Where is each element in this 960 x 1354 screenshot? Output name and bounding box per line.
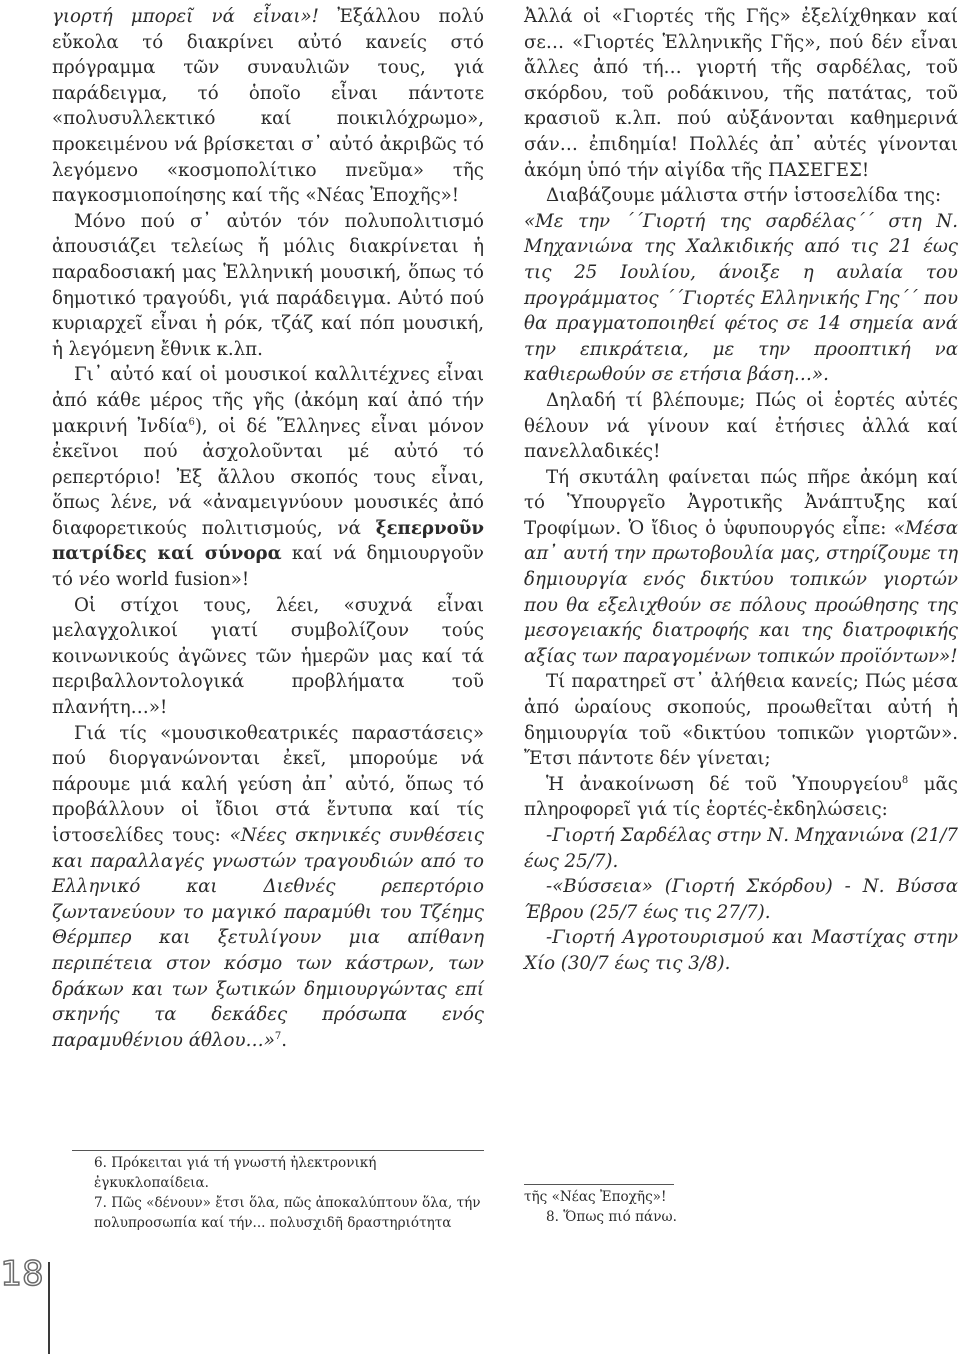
paragraph: [52, 362, 484, 592]
list-item-text: -Γιορτή Αγροτουρισμού και Μαστίχας στην Χίο (30/7 έως τις 3/8).: [524, 927, 958, 974]
paragraph: [52, 4, 484, 209]
list-item-text: -«Βύσσεια» (Γιορτή Σκόρδου) - Ν. Βύσσα Έβρου (25/7 έως τις 27/7).: [524, 876, 958, 923]
text-run: μᾶς πληροφορεῖ γιά τίς ἑορτές-ἐκδηλώσεις:: [524, 773, 958, 821]
footnote-6: 6. Πρόκειται γιά τή γνωστή ἠλεκτρονική ἐγκυκλοπαίδεια.: [94, 1155, 377, 1191]
text-run: Ἡ ἀνακοίνωση δέ τοῦ Ὑπουργείου: [546, 773, 902, 795]
italic-quote: «Νέες σκηνικές συνθέσεις και παραλλαγές γνωστών τραγουδιών από το Ελληνικό και Διεθνές ρεπερτόριο ζωντανεύουν το μαγικό παραμύθι του Τζέημς Θέρμπερ και ξετυλίγουν μια απίθανη περιπέτεια στον κόσμο των κάστρων, των δράκων και των ξωτικών δημιουργώντας επί σκηνής τα δεκάδες πρόσωπα ενός παραμυθένιου άθλου…»: [52, 825, 484, 1051]
bold-run: ξεπερνοῦν πατρίδες καί σύνορα: [52, 517, 484, 565]
paragraph: [524, 465, 958, 670]
footnote-ref-7[interactable]: 7: [274, 1030, 282, 1042]
footnote-8: 8. Ὅπως πιό πάνω.: [546, 1209, 677, 1225]
paragraph: Δηλαδή τί βλέπουμε; Πώς οἱ ἑορτές αὐτές θέλουν νά γίνουν καί ἐτήσιες ἀλλά καί πανελλαδικές!: [524, 389, 958, 463]
list-item-text: -Γιορτή Σαρδέλας στην Ν. Μηχανιώνα (21/7 έως 25/7).: [524, 825, 958, 872]
paragraph: [524, 772, 958, 823]
text-run: Γι᾽ αὐτό καί οἱ μουσικοί καλλιτέχνες εἶναι ἀπό κάθε μέρος τῆς γῆς (ἀκόμη καί ἀπό τήν μακρινή Ἰνδία: [52, 364, 484, 437]
left-column-text: [52, 4, 484, 1053]
list-item: [524, 823, 958, 874]
italic-quote: «Με την ΄΄Γιορτή της σαρδέλας΄΄ στη Ν. Μηχανιώνα της Χαλκιδικής από τις 21 έως τις 25 Ιουλίου, άνοιξε η αυλαία του προγράμματος ΄΄Γιορτές Ελληνικής Γης΄΄ που θα πραγματοποιηθεί φέτος σε 14 σημεία ανά την επικράτεια, με την προοπτική να καθιερωθούν σε ετήσια βάση…».: [524, 210, 958, 386]
page-number: 18: [0, 1254, 44, 1294]
paragraph: Τί παρατηρεῖ στ᾽ ἀλήθεια κανείς; Πώς μέσα ἀπό ὡραίους σκοπούς, προωθεῖται αὐτή ἡ δημιουργία τοῦ «δικτύου τοπικῶν γιορτῶν». Ἔτσι πάντοτε δέν γίνεται;: [524, 671, 958, 770]
paragraph: Διαβάζουμε μάλιστα στήν ἱστοσελίδα της:: [546, 185, 942, 207]
italic-quote: «Μέσα απ᾽ αυτή την πρωτοβουλία μας, στηρίζουμε τη δημιουργία ενός δικτύου τοπικών γιορτών που θα εξελιχθούν σε πόλους προώθησης της μεσογειακής διατροφής και της διατροφικής αξίας των παραγομένων τοπικών προϊόντων»!: [524, 517, 958, 667]
italic-run: γιορτή μπορεῖ νά εἶναι»!: [52, 6, 319, 27]
left-footnotes: [72, 1150, 484, 1233]
footnote-ref-8[interactable]: 8: [901, 774, 909, 786]
paragraph: [524, 209, 958, 388]
paragraph: [52, 721, 484, 1054]
list-item: [524, 874, 958, 925]
paragraph: Μόνο πού σ᾽ αὐτόν τόν πολυπολιτισμό ἀπουσιάζει τελείως ἤ μόλις διακρίνεται ἡ παραδοσιακή μας Ἑλληνική μουσική, ὅπως τό δημοτικό τραγούδι, γιά παράδειγμα. Αὐτό πού κυριαρχεῖ εἶναι ἡ ρόκ, τζάζ καί πόπ μουσική, ἡ λεγόμενη ἔθνικ κ.λπ.: [52, 210, 484, 360]
footnote-7-continued: τῆς «Νέας Ἐποχῆς»!: [524, 1189, 667, 1205]
text-run: Τή σκυτάλη φαίνεται πώς πῆρε ἀκόμη καί τό Ὑπουργεῖο Ἀγροτικῆς Ἀνάπτυξης καί Τροφίμων. Ὁ ἴδιος ὁ ὑφυπουργός εἶπε:: [524, 466, 958, 539]
paragraph: Οἱ στίχοι τους, λέει, «συχνά εἶναι μελαγχολικοί γιατί συμβολίζουν τούς κοινωνικούς ἀγῶνες τῶν ἡμερῶν μας καί τά περιβαλλοντολογικά προβλήματα τοῦ πλανήτη…»!: [52, 594, 484, 719]
page-number-rule: [48, 1262, 50, 1354]
paragraph: Ἀλλά οἱ «Γιορτές τῆς Γῆς» ἐξελίχθηκαν καί σε… «Γιορτές Ἑλληνικῆς Γῆς», πού δέν εἶναι ἄλλες ἀπό τή… γιορτή τῆς σαρδέλας, τοῦ σκόρδου, τοῦ ροδάκινου, τῆς πατάτας, τοῦ κρασιοῦ κ.λπ. πού αὐξάνονται καθημερινά σάν… ἐπιδημία! Πολλές ἀπ᾽ αὐτές γίνονται ἀκόμη ὑπό τήν αἰγίδα τῆς ΠΑΣΕΓΕΣ!: [524, 6, 958, 181]
footnote-ref-6[interactable]: 6: [188, 416, 195, 428]
text-run: Γιά τίς «μουσικοθεατρικές παραστάσεις» πού διοργανώνονται ἐκεῖ, μπορούμε νά πάρουμε μιά καλή γεύση ἀπ᾽ αὐτό, ὅπως τό προβάλλουν οἱ ἴδιοι στά ἔντυπα καί τίς ἱστοσελίδες τους:: [52, 722, 484, 846]
right-column-text: [524, 4, 958, 977]
text-run: καί νά δημιουργοῦν τό νέο world fusion»!: [52, 543, 484, 591]
text-run: ), οἱ δέ Ἕλληνες εἶναι μόνον ἐκεῖνοι πού ἀσχολοῦνται μέ αὐτό τό ρεπερτόριο! Ἐξ ἄλλου σκοπός τους εἶναι, ὅπως λένε, νά «ἀναμειγνύουν μουσικές ἀπό διαφορετικούς πολιτισμούς, νά: [52, 415, 484, 539]
list-item: [524, 925, 958, 976]
text-run: Ἐξάλλου πολύ εὔκολα τό διακρίνει αὐτό κανείς στό πρόγραμμα τῶν συναυλιῶν τους, γιά παράδειγμα, τό ὁποῖο εἶναι πάντοτε «πολυσυλλεκτικό καί ποικιλόχρωμο», προκειμένου νά βρίσκεται σ᾽ αὐτό ἀκριβῶς τό λεγόμενο «κοσμοπολίτικο πνεῦμα» τῆς παγκοσμιοποίησης καί τῆς «Νέας Ἐποχῆς»!: [52, 6, 484, 207]
footnote-rule: [524, 1184, 674, 1185]
text-run: .: [281, 1029, 288, 1051]
footnote-7: 7. Πῶς «δένουν» ἔτσι ὅλα, πῶς ἀποκαλύπτουν ὅλα, τήν πολυπροσωπία καί τήν... πολυσχιδῆ δραστηριότητα: [94, 1195, 481, 1231]
right-footnotes: [524, 1184, 724, 1227]
